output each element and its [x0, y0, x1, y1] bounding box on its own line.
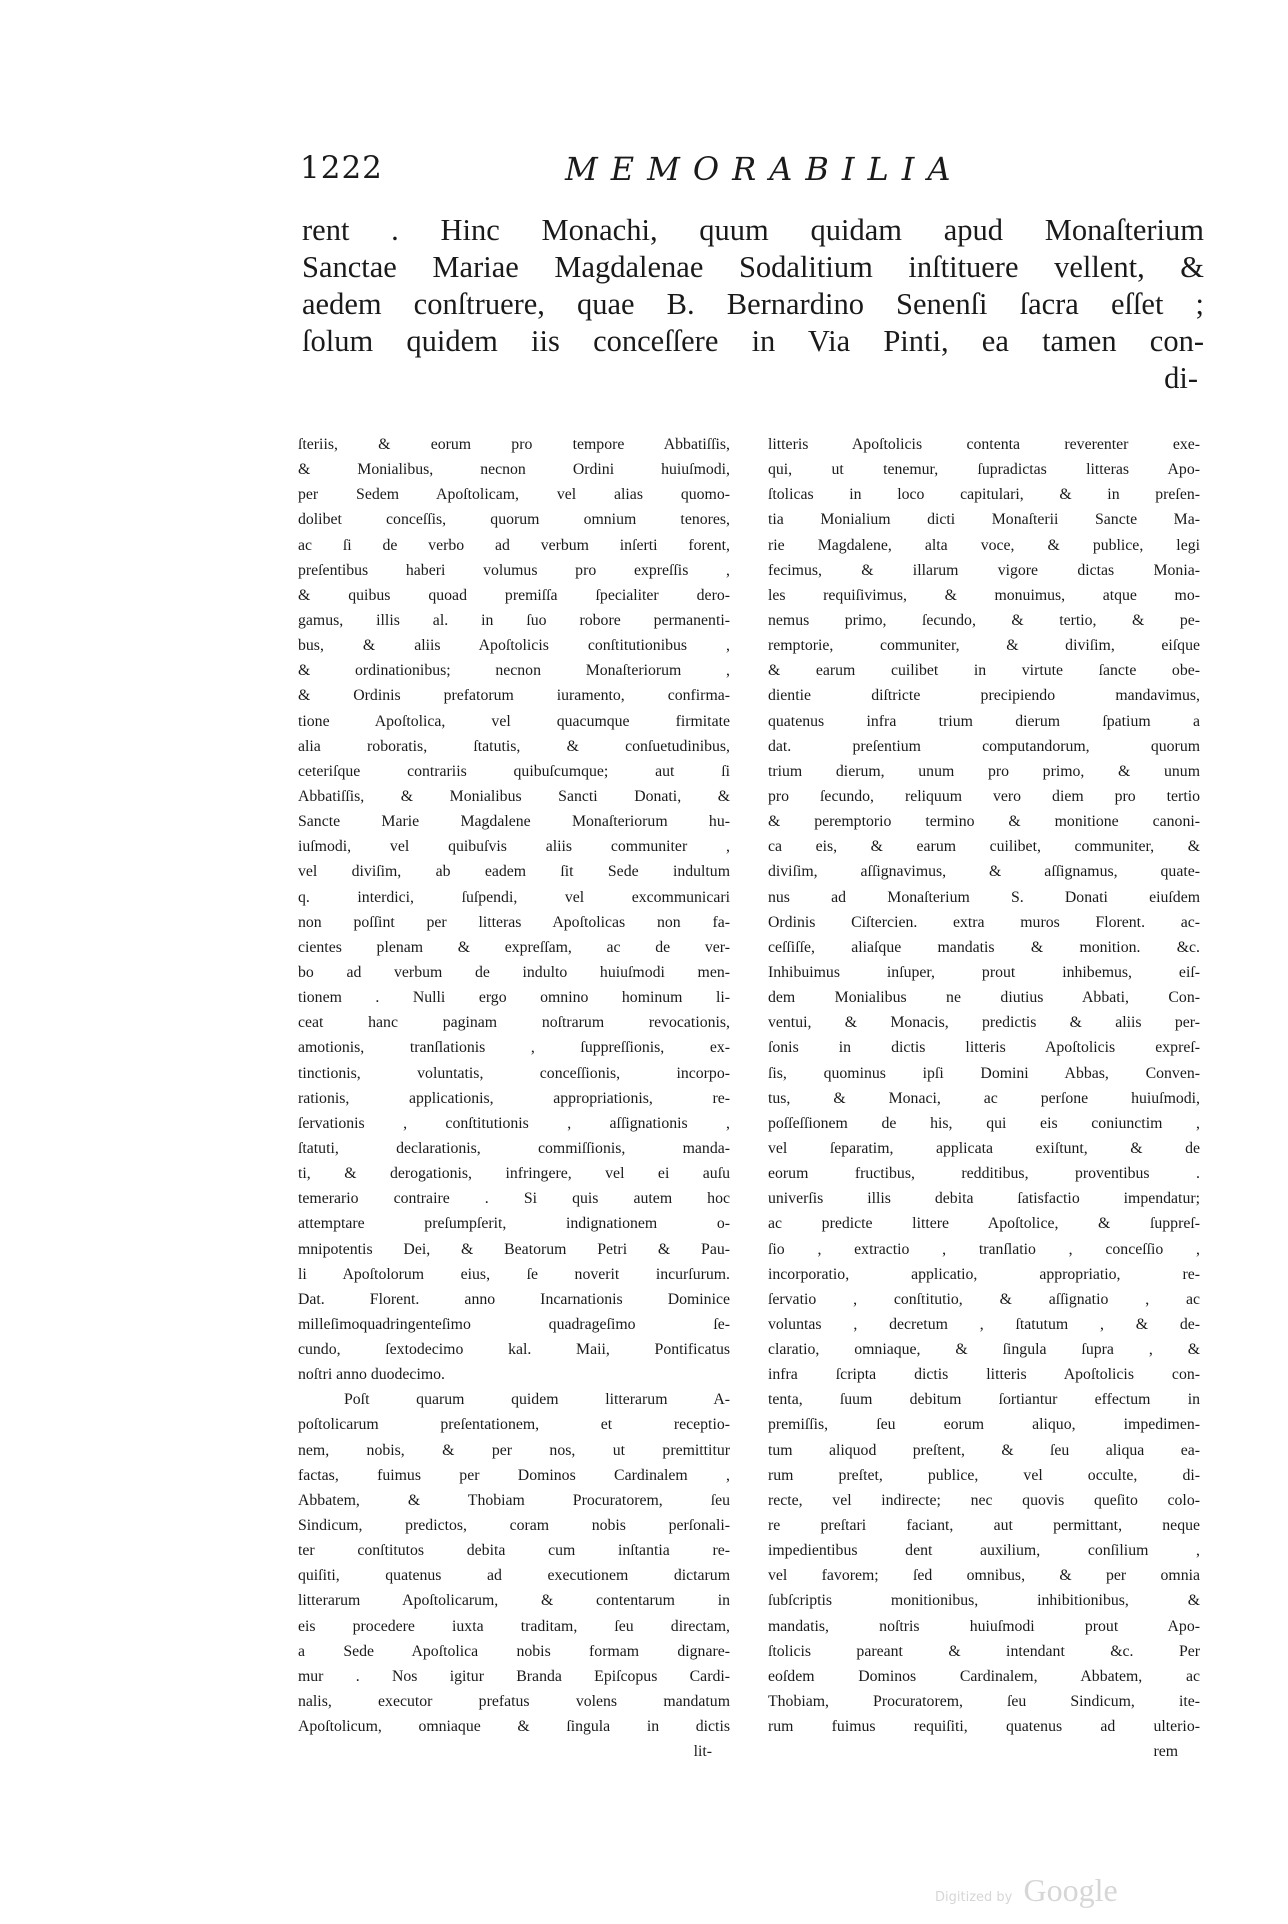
text-line: cientes plenam & expreſſam, ac de ver-: [298, 938, 730, 956]
text-line: preſentibus haberi volumus pro expreſſis ,: [298, 561, 730, 579]
text-line: Inhibuimus inſuper, prout inhibemus, eiſ-: [768, 963, 1200, 981]
text-line: litteris Apoſtolicis contenta reverenter exe-: [768, 436, 1200, 453]
text-line: nus ad Monaſterium S. Donati eiuſdem: [768, 888, 1200, 906]
text-line: ca eis, & earum cuilibet, communiter, &: [768, 838, 1200, 856]
text-line: impedientibus dent auxilium, conſilium ,: [768, 1542, 1200, 1560]
text-line: dem Monialibus ne diutius Abbati, Con-: [768, 989, 1200, 1007]
text-line: pro ſecundo, reliquum vero diem pro tertio: [768, 787, 1200, 805]
text-line: temerario contraire . Si quis autem hoc: [298, 1190, 730, 1208]
top-paragraph: [302, 212, 1204, 397]
text-line: infra ſcripta dictis litteris Apoſtolicis con-: [768, 1366, 1200, 1384]
text-line: eorum fructibus, redditibus, proventibus .: [768, 1165, 1200, 1183]
text-line: poſſeſſionem de his, qui eis coniunctim ,: [768, 1114, 1200, 1132]
text-line: recte, vel indirecte; nec quovis queſito colo-: [768, 1491, 1200, 1509]
text-line: incorporatio, applicatio, appropriatio, re-: [768, 1265, 1200, 1283]
text-line: ventui, & Monacis, predictis & aliis per-: [768, 1014, 1200, 1032]
text-line: per Sedem Apoſtolicam, vel alias quomo-: [298, 486, 730, 504]
text-line: nem, nobis, & per nos, ut premittitur: [298, 1441, 730, 1459]
text-line: & Monialibus, necnon Ordini huiuſmodi,: [298, 461, 730, 479]
text-line: q. interdici, ſuſpendi, vel excommunicari: [298, 888, 730, 906]
text-line: tione Apoſtolica, vel quacumque firmitate: [298, 712, 730, 730]
text-line: ceſſiſſe, aliaſque mandatis & monition. &c.: [768, 938, 1200, 956]
text-line: Thobiam, Procuratorem, ſeu Sindicum, ite-: [768, 1693, 1200, 1711]
text-line: rationis, applicationis, appropriationis, re-: [298, 1089, 730, 1107]
text-line: rum fuimus requiſiti, quatenus ad ulterio-: [768, 1718, 1200, 1736]
text-line: ti, & derogationis, infringere, vel ei auſu: [298, 1165, 730, 1183]
text-line: amotionis, tranſlationis , ſuppreſſionis, ex-: [298, 1039, 730, 1057]
text-line: dientie diſtricte precipiendo mandavimus,: [768, 687, 1200, 705]
text-line: ceteriſque contrariis quibuſcumque; aut ſi: [298, 762, 730, 780]
text-line: di-: [1164, 361, 1198, 395]
text-line: mandatis, noſtris huiuſmodi prout Apo-: [768, 1617, 1200, 1635]
text-line: gamus, illis al. in ſuo robore permanenti-: [298, 611, 730, 629]
text-line: Apoſtolicum, omniaque & ſingula in dictis: [298, 1718, 730, 1736]
text-line: cundo, ſextodecimo kal. Maii, Pontificatus: [298, 1341, 730, 1359]
text-line: Abbatem, & Thobiam Procuratorem, ſeu: [298, 1491, 730, 1509]
text-line: eoſdem Dominos Cardinalem, Abbatem, ac: [768, 1667, 1200, 1685]
text-line: Dat. Florent. anno Incarnationis Dominice: [298, 1290, 730, 1308]
text-line: bo ad verbum de indulto huiuſmodi men-: [298, 963, 730, 981]
text-line: poſtolicarum preſentationem, et receptio-: [298, 1416, 730, 1434]
text-line: Sancte Marie Magdalene Monaſteriorum hu-: [298, 813, 730, 831]
text-line: ſio , extractio , tranſlatio , conceſſio ,: [768, 1240, 1200, 1258]
text-line: noſtri anno duodecimo.: [298, 1366, 445, 1384]
text-line: iuſmodi, vel quibuſvis aliis communiter ,: [298, 838, 730, 856]
text-line: vel ſeparatim, applicata exiſtunt, & de: [768, 1139, 1200, 1157]
text-line: rent . Hinc Monachi, quum quidam apud Monaſterium: [302, 213, 1204, 247]
text-line: & quibus quoad premiſſa ſpecialiter dero-: [298, 586, 730, 604]
text-line: ſervationis , conſtitutionis , aſſignationis ,: [298, 1114, 730, 1132]
text-line: tinctionis, voluntatis, conceſſionis, incorpo-: [298, 1064, 730, 1082]
right-column: [768, 432, 1200, 1764]
text-line: rem: [1153, 1743, 1178, 1761]
text-line: bus, & aliis Apoſtolicis conſtitutionibus ,: [298, 637, 730, 655]
text-line: aedem conſtruere, quae B. Bernardino Senenſi ſacra eſſet ;: [302, 287, 1204, 321]
text-line: ſtatuti, declarationis, commiſſionis, manda-: [298, 1139, 730, 1157]
text-line: ſteriis, & eorum pro tempore Abbatiſſis,: [298, 436, 730, 453]
text-line: mur . Nos igitur Branda Epiſcopus Cardi-: [298, 1667, 730, 1685]
text-line: tus, & Monaci, ac perſone huiuſmodi,: [768, 1089, 1200, 1107]
text-line: ceat hanc paginam noſtrarum revocationis,: [298, 1014, 730, 1032]
text-line: Sanctae Mariae Magdalenae Sodalitium inſtituere vellent, &: [302, 250, 1204, 284]
running-title: MEMORABILIA: [565, 150, 964, 188]
watermark-logo: Google: [1023, 1872, 1118, 1908]
text-line: Sindicum, predictos, coram nobis perſonali-: [298, 1517, 730, 1535]
text-line: & Ordinis prefatorum iuramento, confirma-: [298, 687, 730, 705]
text-line: ſolum quidem iis conceſſere in Via Pinti, ea tamen con-: [302, 324, 1204, 358]
running-head: [300, 150, 1200, 190]
text-line: alia roboratis, ſtatutis, & conſuetudinibus,: [298, 737, 730, 755]
text-line: remptorie, communiter, & diviſim, eiſque: [768, 637, 1200, 655]
text-line: voluntas , decretum , ſtatutum , & de-: [768, 1315, 1200, 1333]
text-line: & peremptorio termino & monitione canoni-: [768, 813, 1200, 831]
text-line: attemptare preſumpſerit, indignationem o-: [298, 1215, 730, 1233]
text-line: eis procedere iuxta traditam, ſeu directam,: [298, 1617, 730, 1635]
text-line: fecimus, & illarum vigore dictas Monia-: [768, 561, 1200, 579]
text-line: ſervatio , conſtitutio, & aſſignatio , ac: [768, 1290, 1200, 1308]
text-line: ac predicte littere Apoſtolice, & ſuppreſ-: [768, 1215, 1200, 1233]
text-line: ſonis in dictis litteris Apoſtolicis expreſ-: [768, 1039, 1200, 1057]
text-line: claratio, omniaque, & ſingula ſupra , &: [768, 1341, 1200, 1359]
text-line: ſtolicis pareant & intendant &c. Per: [768, 1642, 1200, 1660]
text-line: trium dierum, unum pro primo, & unum: [768, 762, 1200, 780]
text-line: ſubſcriptis monitionibus, inhibitionibus, &: [768, 1592, 1200, 1610]
text-line: univerſis illis debita ſatisfactio impendatur;: [768, 1190, 1200, 1208]
text-line: Poſt quarum quidem litterarum A-: [344, 1391, 730, 1409]
text-line: dolibet conceſſis, quorum omnium tenores,: [298, 511, 730, 529]
text-line: vel favorem; ſed omnibus, & per omnia: [768, 1567, 1200, 1585]
watermark-prefix: Digitized by: [935, 1890, 1013, 1905]
page-number: 1222: [300, 150, 383, 186]
text-line: ſis, quominus ipſi Domini Abbas, Conven-: [768, 1064, 1200, 1082]
left-column: [298, 432, 730, 1764]
text-line: tionem . Nulli ergo omnino hominum li-: [298, 989, 730, 1007]
text-line: re preſtari faciant, aut permittant, neque: [768, 1517, 1200, 1535]
text-line: rie Magdalene, alta voce, & publice, legi: [768, 536, 1200, 554]
text-line: factas, fuimus per Dominos Cardinalem ,: [298, 1466, 730, 1484]
text-line: & earum cuilibet in virtute ſancte obe-: [768, 662, 1200, 680]
text-line: ac ſi de verbo ad verbum inſerti forent,: [298, 536, 730, 554]
text-line: quatenus infra trium dierum ſpatium a: [768, 712, 1200, 730]
text-line: les requiſivimus, & monuimus, atque mo-: [768, 586, 1200, 604]
text-line: lit-: [693, 1743, 712, 1761]
digitized-watermark: [935, 1872, 1118, 1909]
text-line: nalis, executor prefatus volens mandatum: [298, 1693, 730, 1711]
text-line: nemus primo, ſecundo, & tertio, & pe-: [768, 611, 1200, 629]
text-line: litterarum Apoſtolicarum, & contentarum in: [298, 1592, 730, 1610]
text-line: milleſimoquadringenteſimo quadrageſimo ſe-: [298, 1315, 730, 1333]
text-line: rum preſtet, publice, vel occulte, di-: [768, 1466, 1200, 1484]
text-line: li Apoſtolorum eius, ſe noverit incurſurum.: [298, 1265, 730, 1283]
text-line: diviſim, aſſignavimus, & aſſignamus, quate-: [768, 863, 1200, 881]
text-line: tum aliquod preſtent, & ſeu aliqua ea-: [768, 1441, 1200, 1459]
text-line: premiſſis, ſeu eorum aliquo, impedimen-: [768, 1416, 1200, 1434]
text-line: vel diviſim, ab eadem ſit Sede indultum: [298, 863, 730, 881]
text-line: Ordinis Ciſtercien. extra muros Florent. ac-: [768, 913, 1200, 931]
text-line: mnipotentis Dei, & Beatorum Petri & Pau-: [298, 1240, 730, 1258]
text-line: qui, ut tenemur, ſupradictas litteras Apo-: [768, 461, 1200, 479]
text-line: tia Monialium dicti Monaſterii Sancte Ma-: [768, 511, 1200, 529]
text-line: tenta, ſuum debitum ſortiantur effectum in: [768, 1391, 1200, 1409]
text-line: Abbatiſſis, & Monialibus Sancti Donati, &: [298, 787, 730, 805]
text-line: ſtolicas in loco capitulari, & in preſen-: [768, 486, 1200, 504]
text-line: dat. preſentium computandorum, quorum: [768, 737, 1200, 755]
text-line: non poſſint per litteras Apoſtolicas non fa-: [298, 913, 730, 931]
text-line: a Sede Apoſtolica nobis formam dignare-: [298, 1642, 730, 1660]
text-line: & ordinationibus; necnon Monaſteriorum ,: [298, 662, 730, 680]
text-line: quiſiti, quatenus ad executionem dictarum: [298, 1567, 730, 1585]
text-line: ter conſtitutos debita cum inſtantia re-: [298, 1542, 730, 1560]
